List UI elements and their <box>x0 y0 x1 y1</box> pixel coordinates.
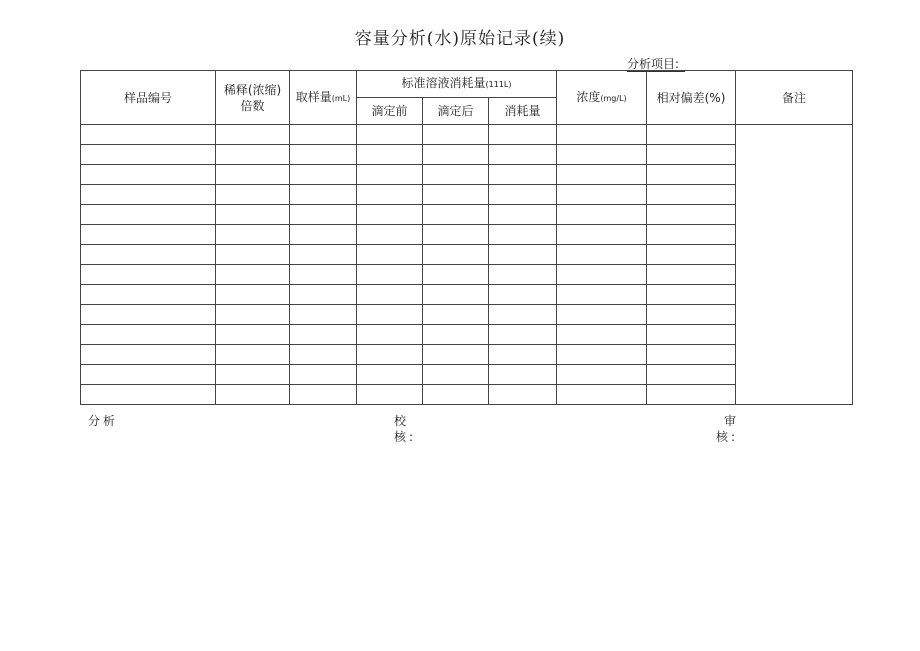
table-cell <box>290 285 357 305</box>
table-cell <box>489 305 557 325</box>
table-cell <box>647 325 736 345</box>
table-cell <box>357 345 423 365</box>
table-cell <box>557 365 647 385</box>
table-cell <box>290 385 357 405</box>
table-cell <box>423 305 489 325</box>
table-cell <box>81 385 216 405</box>
table-cell <box>216 385 290 405</box>
table-cell <box>357 265 423 285</box>
table-cell <box>489 365 557 385</box>
table-cell <box>647 385 736 405</box>
header-sample-volume-unit: (mL) <box>331 93 351 103</box>
table-cell <box>216 145 290 165</box>
header-consumed: 消耗量 <box>489 98 557 125</box>
header-dilution-line2: 倍数 <box>240 98 265 113</box>
table-cell <box>357 245 423 265</box>
table-cell <box>489 285 557 305</box>
table-cell <box>216 265 290 285</box>
header-remarks: 备注 <box>736 71 853 125</box>
header-sample-id: 样品编号 <box>81 71 216 125</box>
table-cell <box>216 305 290 325</box>
table-cell <box>647 225 736 245</box>
table-cell <box>557 165 647 185</box>
table-cell <box>290 185 357 205</box>
header-dilution <box>216 71 290 125</box>
table-cell <box>489 165 557 185</box>
analyst-label: 分析 <box>88 414 119 428</box>
table-cell <box>557 245 647 265</box>
table-cell <box>489 265 557 285</box>
table-cell <box>81 225 216 245</box>
table-cell <box>81 205 216 225</box>
table-cell <box>423 265 489 285</box>
table-cell <box>357 225 423 245</box>
header-after-titration: 滴定后 <box>423 98 489 125</box>
table-cell <box>489 325 557 345</box>
analysis-project-label: 分析项目: <box>627 57 685 72</box>
table-cell <box>423 165 489 185</box>
reviewer-label-line1: 审 <box>724 414 740 428</box>
table-cell <box>81 185 216 205</box>
checker-label-line2: 核: <box>394 430 417 444</box>
table-cell <box>216 165 290 185</box>
header-concentration <box>557 71 647 125</box>
table-cell <box>489 225 557 245</box>
table-cell <box>423 365 489 385</box>
header-dilution-line1: 稀释(浓缩) <box>223 82 282 97</box>
table-cell <box>647 365 736 385</box>
table-cell <box>423 385 489 405</box>
table-cell <box>81 245 216 265</box>
header-std-consumption-unit: (111L) <box>485 80 512 89</box>
table-cell <box>647 205 736 225</box>
table-cell <box>647 145 736 165</box>
table-cell <box>489 345 557 365</box>
table-cell <box>357 385 423 405</box>
table-cell <box>81 305 216 325</box>
header-std-consumption <box>357 71 557 98</box>
table-cell <box>647 245 736 265</box>
table-cell <box>357 305 423 325</box>
table-cell <box>557 285 647 305</box>
table-cell <box>647 305 736 325</box>
table-cell <box>290 325 357 345</box>
table-cell <box>357 125 423 145</box>
table-cell <box>423 125 489 145</box>
record-table <box>80 70 853 405</box>
table-cell <box>81 285 216 305</box>
table-cell <box>423 185 489 205</box>
table-cell <box>290 165 357 185</box>
table-cell <box>216 245 290 265</box>
table-cell <box>423 145 489 165</box>
table-cell <box>557 325 647 345</box>
table-cell <box>357 185 423 205</box>
header-before-titration: 滴定前 <box>357 98 423 125</box>
remarks-cell <box>736 125 853 405</box>
table-cell <box>81 265 216 285</box>
table-cell <box>216 205 290 225</box>
table-cell <box>423 205 489 225</box>
table-cell <box>216 365 290 385</box>
table-cell <box>557 185 647 205</box>
table-cell <box>557 225 647 245</box>
table-cell <box>81 125 216 145</box>
table-cell <box>423 225 489 245</box>
reviewer-label-line2: 核: <box>716 430 739 444</box>
table-cell <box>81 325 216 345</box>
header-sample-volume-label: 取样量 <box>295 89 332 104</box>
form-title: 容量分析(水)原始记录(续) <box>354 29 566 49</box>
table-cell <box>557 305 647 325</box>
table-cell <box>216 285 290 305</box>
table-cell <box>489 185 557 205</box>
table-cell <box>647 125 736 145</box>
table-cell <box>357 205 423 225</box>
header-concentration-unit: (mg/L) <box>600 93 627 103</box>
table-cell <box>81 345 216 365</box>
table-cell <box>423 325 489 345</box>
table-cell <box>290 345 357 365</box>
header-relative-deviation: 相对偏差(%) <box>647 71 736 125</box>
table-cell <box>290 125 357 145</box>
table-cell <box>81 165 216 185</box>
header-std-consumption-label: 标准溶液消耗量 <box>401 76 486 90</box>
table-cell <box>489 385 557 405</box>
header-concentration-label: 浓度 <box>576 89 601 104</box>
table-cell <box>290 245 357 265</box>
table-cell <box>557 385 647 405</box>
table-cell <box>557 205 647 225</box>
table-cell <box>357 165 423 185</box>
table-cell <box>290 145 357 165</box>
table-cell <box>216 345 290 365</box>
table-cell <box>357 325 423 345</box>
table-cell <box>557 125 647 145</box>
table-cell <box>290 265 357 285</box>
table-cell <box>290 225 357 245</box>
table-cell <box>489 205 557 225</box>
table-row <box>81 125 853 145</box>
table-cell <box>290 365 357 385</box>
table-cell <box>423 245 489 265</box>
table-cell <box>216 125 290 145</box>
checker-label-line1: 校 <box>394 414 410 428</box>
table-cell <box>216 185 290 205</box>
table-cell <box>357 285 423 305</box>
table-cell <box>357 365 423 385</box>
table-cell <box>489 245 557 265</box>
table-cell <box>557 145 647 165</box>
table-cell <box>647 345 736 365</box>
table-cell <box>290 205 357 225</box>
table-cell <box>216 225 290 245</box>
table-cell <box>357 145 423 165</box>
table-cell <box>647 285 736 305</box>
table-cell <box>557 345 647 365</box>
table-cell <box>423 285 489 305</box>
header-sample-volume <box>290 71 357 125</box>
table-cell <box>557 265 647 285</box>
table-cell <box>290 305 357 325</box>
table-cell <box>489 125 557 145</box>
table-cell <box>647 165 736 185</box>
table-cell <box>489 145 557 165</box>
table-cell <box>81 145 216 165</box>
table-cell <box>647 265 736 285</box>
table-cell <box>216 325 290 345</box>
table-cell <box>423 345 489 365</box>
table-cell <box>81 365 216 385</box>
table-cell <box>647 185 736 205</box>
